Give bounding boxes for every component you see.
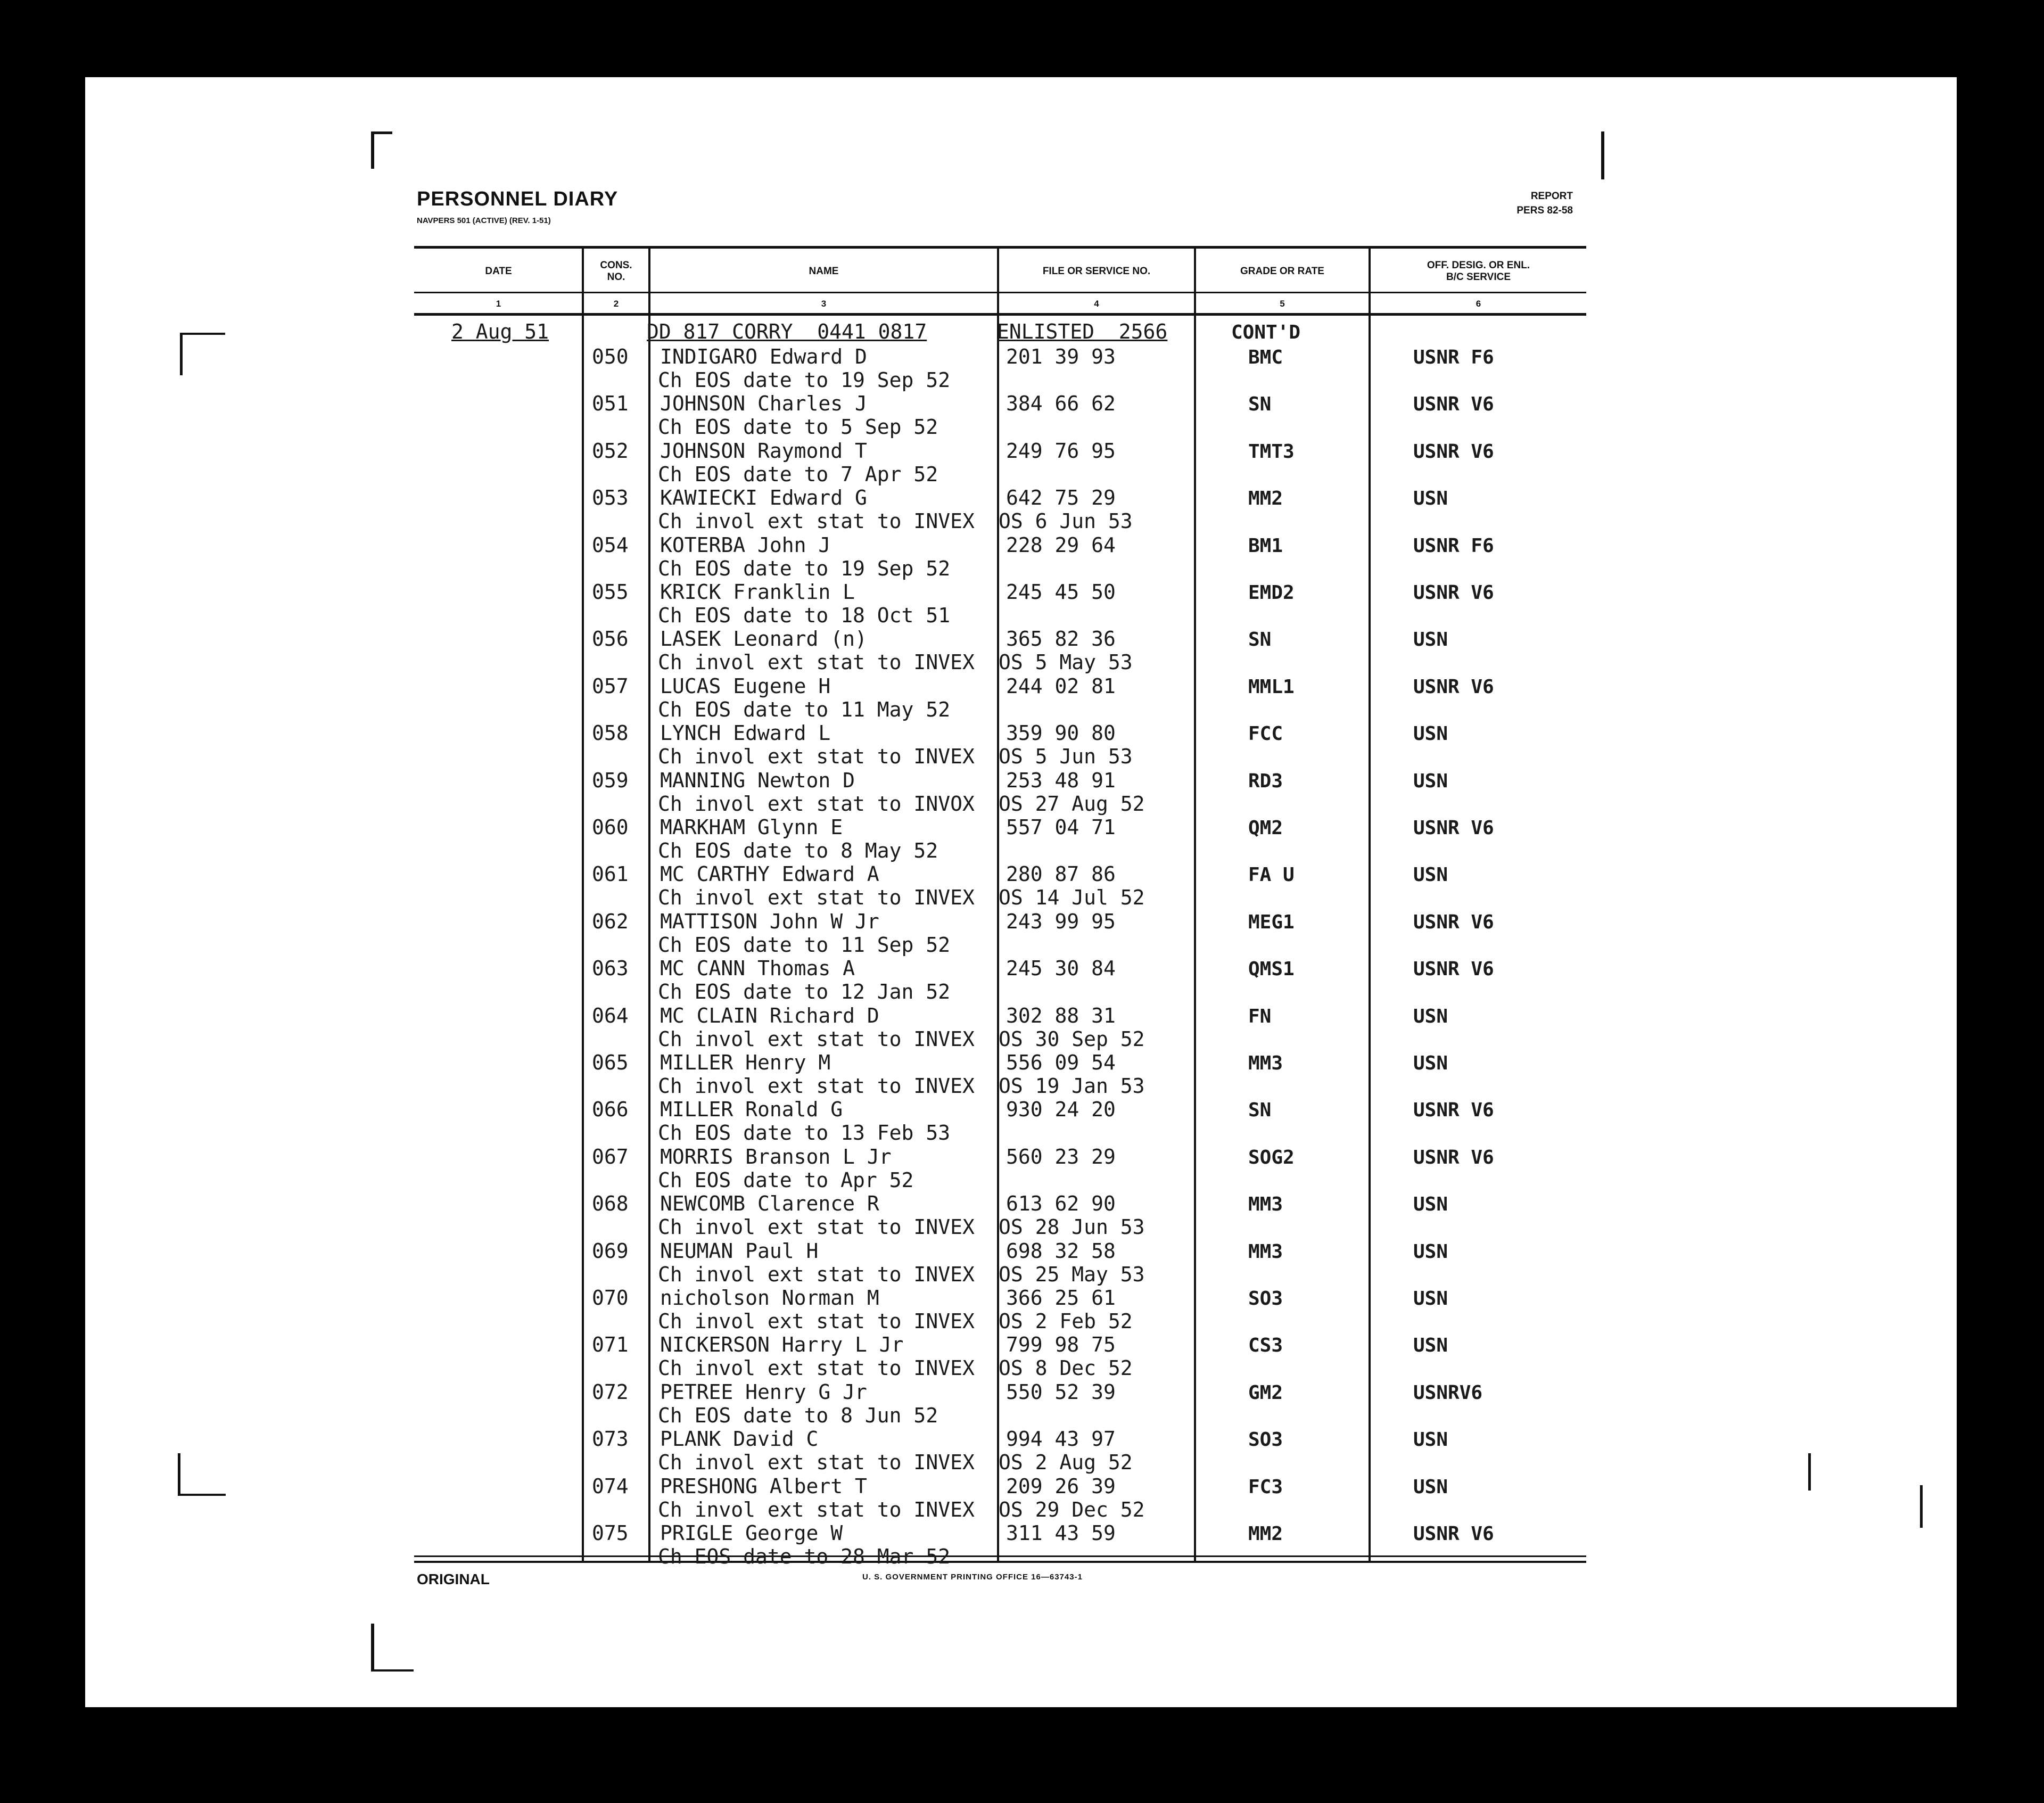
service-number: 556 09 54	[1006, 1051, 1116, 1074]
cons-no: 059	[592, 768, 629, 792]
scan-corner-mark	[1808, 1453, 1811, 1491]
remark: Ch EOS date to 7 Apr 52	[658, 462, 938, 486]
service-number: 201 39 93	[1006, 345, 1116, 368]
service-remark: OS 27 Aug 52	[999, 792, 1145, 816]
table-row	[0, 862, 2044, 909]
remark: Ch invol ext stat to INVEX	[658, 1027, 975, 1051]
designation: USN	[1413, 1429, 1448, 1451]
cons-no: 058	[592, 721, 629, 745]
remark: Ch invol ext stat to INVEX	[658, 1451, 975, 1475]
grade-rate: BMC	[1248, 347, 1283, 368]
column-number-1: 1	[496, 299, 501, 309]
member-name: LYNCH Edward L	[660, 721, 831, 745]
cons-no: 054	[592, 533, 629, 557]
remark: Ch invol ext stat to INVEX	[658, 1215, 975, 1239]
service-remark: OS 30 Sep 52	[999, 1027, 1145, 1051]
cons-no: 062	[592, 909, 629, 933]
member-name: KAWIECKI Edward G	[660, 486, 867, 510]
grade-rate: MM3	[1248, 1052, 1283, 1074]
service-remark: OS 2 Feb 52	[999, 1310, 1133, 1333]
member-name: NICKERSON Harry L Jr	[660, 1333, 904, 1357]
member-name: MARKHAM Glynn E	[660, 816, 843, 839]
header-cons-no: CONS. NO.	[600, 260, 632, 283]
remark: Ch EOS date to 11 Sep 52	[658, 933, 951, 957]
service-number: 366 25 61	[1006, 1286, 1116, 1310]
service-number: 557 04 71	[1006, 816, 1116, 839]
designation: USN	[1413, 1476, 1448, 1498]
service-number: 994 43 97	[1006, 1427, 1116, 1451]
scan-corner-mark	[180, 333, 225, 335]
designation: USN	[1413, 1005, 1448, 1027]
cons-no: 067	[592, 1145, 629, 1168]
remark: Ch EOS date to 8 May 52	[658, 839, 938, 862]
table-row	[0, 769, 2044, 816]
service-number: 245 45 50	[1006, 580, 1116, 604]
designation: USNR V6	[1413, 440, 1494, 463]
service-number: 228 29 64	[1006, 533, 1116, 557]
column-number-3: 3	[821, 299, 827, 309]
service-number: 244 02 81	[1006, 674, 1116, 698]
cons-no: 064	[592, 1003, 629, 1027]
designation: USN	[1413, 770, 1448, 792]
footer-original: ORIGINAL	[417, 1571, 490, 1587]
member-name: MORRIS Branson L Jr	[660, 1145, 892, 1168]
service-remark: OS 8 Dec 52	[999, 1356, 1133, 1380]
designation: USNR V6	[1413, 1146, 1494, 1168]
remark: Ch EOS date to 5 Sep 52	[658, 415, 938, 439]
designation: USNR V6	[1413, 817, 1494, 839]
scan-corner-mark	[178, 1453, 180, 1496]
remark: Ch EOS date to 12 Jan 52	[658, 980, 951, 1004]
service-number: 560 23 29	[1006, 1145, 1116, 1168]
table-row	[0, 957, 2044, 1003]
member-name: LASEK Leonard (n)	[660, 627, 867, 651]
header-date: DATE	[485, 266, 512, 277]
service-number: 302 88 31	[1006, 1003, 1116, 1027]
member-name: PLANK David C	[660, 1427, 819, 1451]
service-number: 249 76 95	[1006, 439, 1116, 463]
remark: Ch EOS date to 13 Feb 53	[658, 1121, 951, 1145]
member-name: MANNING Newton D	[660, 768, 855, 792]
member-name: MILLER Ronald G	[660, 1098, 843, 1122]
column-number-5: 5	[1280, 299, 1285, 309]
table-row	[0, 439, 2044, 486]
cons-no: 068	[592, 1192, 629, 1216]
grade-rate: SN	[1248, 629, 1272, 651]
designation: USN	[1413, 1288, 1448, 1310]
grade-rate: MML1	[1248, 676, 1295, 698]
grade-rate: MEG1	[1248, 911, 1295, 933]
table-row	[0, 486, 2044, 533]
service-remark: OS 5 Jun 53	[999, 745, 1133, 769]
cons-no: 070	[592, 1286, 629, 1310]
grade-rate: MM2	[1248, 488, 1283, 510]
report-number: PERS 82-58	[1516, 205, 1573, 216]
member-name: PRESHONG Albert T	[660, 1474, 867, 1498]
table-row	[0, 910, 2044, 957]
grade-rate: MM3	[1248, 1240, 1283, 1263]
grade-rate: SN	[1248, 1099, 1272, 1122]
table-row	[0, 1521, 2044, 1568]
remark: Ch invol ext stat to INVEX	[658, 1356, 975, 1380]
remark: Ch EOS date to 11 May 52	[658, 697, 951, 721]
entry-date: 2 Aug 51	[451, 320, 549, 343]
designation: USN	[1413, 864, 1448, 886]
grade-rate: RD3	[1248, 770, 1283, 792]
grade-rate: SN	[1248, 393, 1272, 416]
member-name: KOTERBA John J	[660, 533, 831, 557]
member-name: JOHNSON Raymond T	[660, 439, 867, 463]
service-remark: OS 29 Dec 52	[999, 1497, 1145, 1521]
service-number: 613 62 90	[1006, 1192, 1116, 1216]
grade-rate: EMD2	[1248, 582, 1295, 604]
scan-corner-mark	[371, 1669, 414, 1672]
table-row	[0, 1239, 2044, 1286]
grade-rate: CS3	[1248, 1335, 1283, 1357]
grade-rate: TMT3	[1248, 440, 1295, 463]
designation: USNR F6	[1413, 534, 1494, 557]
grade-rate: SO3	[1248, 1288, 1283, 1310]
cons-no: 060	[592, 816, 629, 839]
grade-rate: FCC	[1248, 723, 1283, 745]
service-number: 280 87 86	[1006, 862, 1116, 886]
member-name: MC CLAIN Richard D	[660, 1003, 879, 1027]
remark: Ch EOS date to 8 Jun 52	[658, 1403, 938, 1427]
cons-no: 073	[592, 1427, 629, 1451]
service-number: 243 99 95	[1006, 909, 1116, 933]
column-number-6: 6	[1476, 299, 1481, 309]
service-number: 642 75 29	[1006, 486, 1116, 510]
designation: USN	[1413, 629, 1448, 651]
service-number: 365 82 36	[1006, 627, 1116, 651]
table-row	[0, 1333, 2044, 1380]
designation: USNR F6	[1413, 347, 1494, 368]
table-row	[0, 1286, 2044, 1333]
member-name: MC CARTHY Edward A	[660, 862, 879, 886]
designation: USNRV6	[1413, 1381, 1483, 1404]
form-title: PERSONNEL DIARY	[417, 188, 619, 210]
table-row	[0, 816, 2044, 862]
remark: Ch EOS date to Apr 52	[658, 1168, 914, 1192]
designation: USNR V6	[1413, 911, 1494, 933]
cons-no: 071	[592, 1333, 629, 1357]
cons-no: 069	[592, 1239, 629, 1263]
grade-rate: BM1	[1248, 534, 1283, 557]
member-name: NEUMAN Paul H	[660, 1239, 819, 1263]
cons-no: 057	[592, 674, 629, 698]
grade-rate: QMS1	[1248, 958, 1295, 981]
table-row	[0, 1427, 2044, 1474]
table-row	[0, 1380, 2044, 1427]
remark: Ch EOS date to 28 Mar 52	[658, 1545, 951, 1568]
cons-no: 050	[592, 345, 629, 368]
service-number: 698 32 58	[1006, 1239, 1116, 1263]
column-number-rule	[414, 313, 1586, 316]
form-number: NAVPERS 501 (ACTIVE) (REV. 1-51)	[417, 216, 551, 225]
member-name: KRICK Franklin L	[660, 580, 855, 604]
table-row	[0, 1192, 2044, 1239]
designation: USN	[1413, 488, 1448, 510]
scan-corner-mark	[1920, 1485, 1923, 1528]
scan-corner-mark	[178, 1494, 226, 1496]
cons-no: 066	[592, 1098, 629, 1122]
table-row	[0, 1145, 2044, 1192]
cons-no: 065	[592, 1051, 629, 1074]
grade-rate: FC3	[1248, 1476, 1283, 1498]
cons-no: 063	[592, 957, 629, 981]
designation: USN	[1413, 1193, 1448, 1216]
service-remark: OS 6 Jun 53	[999, 509, 1133, 533]
cons-no: 061	[592, 862, 629, 886]
remark: Ch invol ext stat to INVEX	[658, 745, 975, 769]
header-name: NAME	[809, 266, 839, 277]
grade-rate: FN	[1248, 1005, 1272, 1027]
designation: USNR V6	[1413, 582, 1494, 604]
designation: USNR V6	[1413, 1099, 1494, 1122]
designation: USNR V6	[1413, 1523, 1494, 1545]
table-row	[0, 627, 2044, 674]
remark: Ch EOS date to 19 Sep 52	[658, 368, 951, 392]
member-name: INDIGARO Edward D	[660, 345, 867, 368]
member-name: JOHNSON Charles J	[660, 392, 867, 416]
designation: USNR V6	[1413, 393, 1494, 416]
member-name: NEWCOMB Clarence R	[660, 1192, 879, 1216]
header-file-service-no: FILE OR SERVICE NO.	[1042, 266, 1151, 277]
table-row	[0, 1051, 2044, 1098]
column-number-4: 4	[1094, 299, 1099, 309]
report-code	[1516, 189, 1573, 218]
table-row	[0, 721, 2044, 768]
table-top-rule	[414, 246, 1586, 249]
remark: Ch invol ext stat to INVEX	[658, 1074, 975, 1098]
cons-no: 053	[592, 486, 629, 510]
grade-rate: SOG2	[1248, 1146, 1295, 1168]
member-name: LUCAS Eugene H	[660, 674, 831, 698]
grade-rate: GM2	[1248, 1381, 1283, 1404]
scan-corner-mark	[1601, 131, 1604, 179]
member-name: PRIGLE George W	[660, 1521, 843, 1545]
remark: Ch invol ext stat to INVEX	[658, 1262, 975, 1286]
grade-rate: SO3	[1248, 1429, 1283, 1451]
remark: Ch invol ext stat to INVEX	[658, 1497, 975, 1521]
grade-rate: QM2	[1248, 817, 1283, 839]
cons-no: 055	[592, 580, 629, 604]
designation: USN	[1413, 723, 1448, 745]
scan-corner-mark	[180, 333, 183, 375]
grade-rate: FA U	[1248, 864, 1295, 886]
service-number: 253 48 91	[1006, 768, 1116, 792]
service-remark: OS 5 May 53	[999, 651, 1133, 674]
designation: USNR V6	[1413, 676, 1494, 698]
remark: Ch EOS date to 19 Sep 52	[658, 556, 951, 580]
table-row	[0, 580, 2044, 627]
remark: Ch EOS date to 18 Oct 51	[658, 604, 951, 627]
cons-no: 052	[592, 439, 629, 463]
table-row	[0, 345, 2044, 392]
service-remark: OS 2 Aug 52	[999, 1451, 1133, 1475]
table-row	[0, 1098, 2044, 1145]
cons-no: 072	[592, 1380, 629, 1404]
service-number: 209 26 39	[1006, 1474, 1116, 1498]
designation: USN	[1413, 1052, 1448, 1074]
member-name: MC CANN Thomas A	[660, 957, 855, 981]
table-row	[0, 392, 2044, 439]
cons-no: 074	[592, 1474, 629, 1498]
service-number: 359 90 80	[1006, 721, 1116, 745]
footer-printing-office: U. S. GOVERNMENT PRINTING OFFICE 16—63743-1	[862, 1573, 1083, 1582]
remark: Ch invol ext stat to INVEX	[658, 1310, 975, 1333]
remark: Ch invol ext stat to INVOX	[658, 792, 975, 816]
cons-no: 051	[592, 392, 629, 416]
header-grade-rate: GRADE OR RATE	[1240, 266, 1324, 277]
scan-corner-mark	[371, 131, 374, 169]
table-row	[0, 533, 2044, 580]
service-number: 799 98 75	[1006, 1333, 1116, 1357]
remark: Ch invol ext stat to INVEX	[658, 651, 975, 674]
member-name: MILLER Henry M	[660, 1051, 831, 1074]
designation: USN	[1413, 1240, 1448, 1263]
service-number: 550 52 39	[1006, 1380, 1116, 1404]
table-row	[0, 1475, 2044, 1521]
member-name: MATTISON John W Jr	[660, 909, 879, 933]
service-remark: OS 25 May 53	[999, 1262, 1145, 1286]
cons-no: 056	[592, 627, 629, 651]
service-number: 311 43 59	[1006, 1521, 1116, 1545]
table-row	[0, 674, 2044, 721]
member-name: nicholson Norman M	[660, 1286, 879, 1310]
service-remark: OS 19 Jan 53	[999, 1074, 1145, 1098]
grade-rate: MM2	[1248, 1523, 1283, 1545]
table-row	[0, 1004, 2044, 1051]
remark: Ch invol ext stat to INVEX	[658, 886, 975, 910]
grade-rate: MM3	[1248, 1193, 1283, 1216]
service-number: 384 66 62	[1006, 392, 1116, 416]
report-label: REPORT	[1530, 191, 1573, 202]
scan-corner-mark	[371, 131, 392, 134]
member-name: PETREE Henry G Jr	[660, 1380, 867, 1404]
service-remark: OS 14 Jul 52	[999, 886, 1145, 910]
continued-mark: CONT'D	[1231, 322, 1301, 343]
service-number: 245 30 84	[1006, 957, 1116, 981]
service-remark: OS 28 Jun 53	[999, 1215, 1145, 1239]
scan-corner-mark	[371, 1624, 374, 1672]
designation: USN	[1413, 1335, 1448, 1357]
ship-designation: DD 817 CORRY 0441 0817	[647, 320, 927, 343]
header-off-desig: OFF. DESIG. OR ENL. B/C SERVICE	[1427, 260, 1530, 283]
column-number-2: 2	[613, 299, 619, 309]
service-number: 930 24 20	[1006, 1098, 1116, 1122]
enlisted-count: ENLISTED 2566	[997, 320, 1168, 343]
remark: Ch invol ext stat to INVEX	[658, 509, 975, 533]
cons-no: 075	[592, 1521, 629, 1545]
designation: USNR V6	[1413, 958, 1494, 981]
